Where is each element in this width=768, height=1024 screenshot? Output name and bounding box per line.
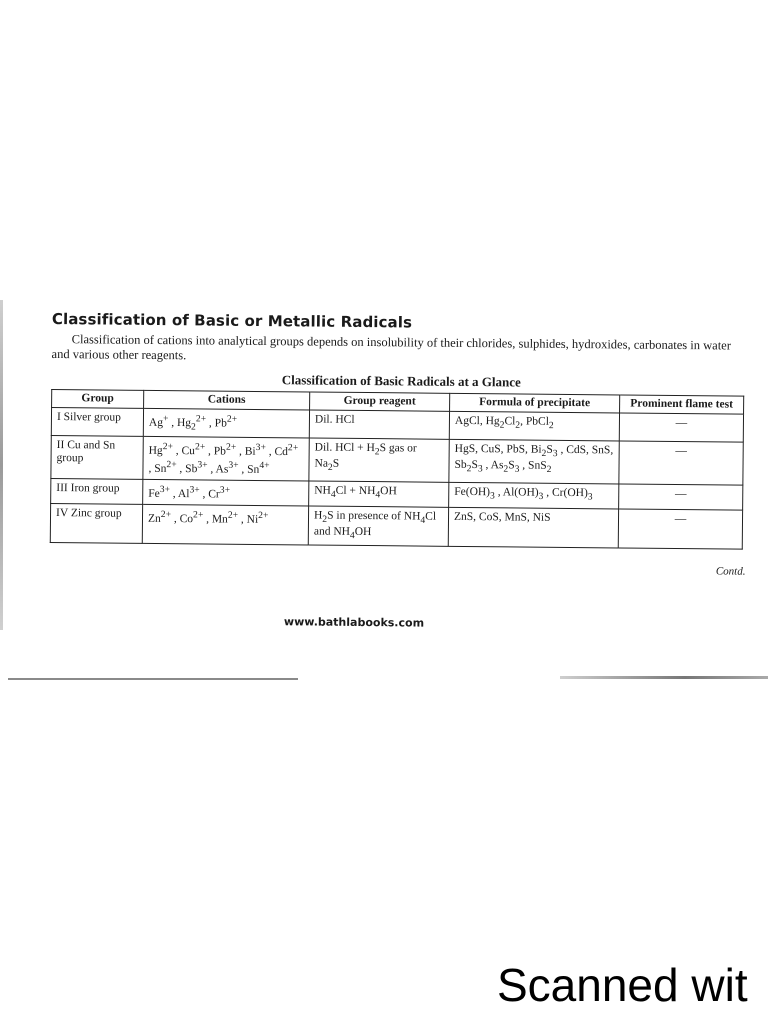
publisher-website: www.bathlabooks.com bbox=[283, 615, 425, 630]
table-caption: Classification of Basic Radicals at a Glance bbox=[281, 372, 521, 390]
cell-precipitate: ZnS, CoS, MnS, NiS bbox=[448, 507, 618, 548]
cell-cations: $Zn^{2+}$ , $Co^{2+}$ , $Mn^{2+}$ , $Ni^{2+}$ bbox=[142, 504, 308, 545]
table-row bbox=[50, 503, 742, 549]
header-group-reagent: Group reagent bbox=[310, 392, 450, 411]
table-row bbox=[51, 436, 743, 485]
document-page bbox=[49, 310, 752, 633]
radicals-table bbox=[50, 389, 744, 550]
cell-group: II Cu and Sn group bbox=[51, 436, 143, 480]
header-cations: Cations bbox=[144, 390, 310, 410]
cell-flame-test: — bbox=[619, 441, 743, 485]
cell-flame-test: — bbox=[619, 484, 743, 510]
cell-cations: Ag+ , $Hg_2^{2+}$ , $Pb^{2+}$ bbox=[143, 408, 309, 438]
intro-paragraph: Classification of cations into analytical groups depends on insolubility of their chlorides, sulphides, hydroxides, carbonates in water and various other reagents. bbox=[51, 332, 732, 363]
scanner-watermark: Scanned wit bbox=[497, 959, 748, 1011]
cell-flame-test: — bbox=[619, 413, 743, 442]
cell-group-reagent: $H_2S$ in presence of $NH_4Cl$ and $NH_4OH$ bbox=[308, 506, 448, 547]
cell-precipitate: $Fe(OH)_3$ , $Al(OH)_3$ , $Cr(OH)_3$ bbox=[449, 482, 619, 508]
cell-cations: $Fe^{3+}$ , $Al^{3+}$ , $Cr^{3+}$ bbox=[143, 479, 309, 505]
cell-precipitate: AgCl, $Hg_2Cl_2$, PbCl$_2$ bbox=[449, 411, 619, 441]
section-heading: Classification of Basic or Metallic Radicals bbox=[51, 310, 413, 332]
table-body bbox=[50, 408, 743, 550]
header-group: Group bbox=[52, 390, 144, 409]
cell-flame-test: — bbox=[618, 509, 742, 550]
page-bottom-rule-right bbox=[560, 676, 768, 679]
cell-cations: $Hg^{2+}$ , $Cu^{2+}$ , $Pb^{2+}$ , $Bi^{3+}$ , $Cd^{2+}$ , $Sn^{2+}$ , $Sb^{3+}$ , $As^{3+}$ , $Sn^{4+}$ bbox=[143, 437, 309, 481]
header-flame-test: Prominent flame test bbox=[620, 395, 744, 414]
cell-group: IV Zinc group bbox=[50, 503, 142, 543]
cell-group-reagent: $NH_4Cl + NH_4OH$ bbox=[309, 481, 449, 507]
cell-group-reagent: Dil. HCl bbox=[309, 410, 449, 439]
cell-group: I Silver group bbox=[51, 408, 143, 437]
cell-group: III Iron group bbox=[51, 478, 143, 504]
continued-note: Contd. bbox=[715, 565, 746, 578]
cell-group-reagent: Dil. HCl + $H_2S$ gas or $Na_2S$ bbox=[309, 438, 449, 482]
cell-precipitate: HgS, CuS, PbS, $Bi_2S_3$ , CdS, SnS, $Sb_2S_3$ , $As_2S_3$ , SnS$_2$ bbox=[449, 439, 619, 483]
page-bottom-rule bbox=[8, 678, 298, 680]
scan-edge-shadow bbox=[0, 300, 3, 630]
header-precipitate: Formula of precipitate bbox=[450, 393, 620, 413]
